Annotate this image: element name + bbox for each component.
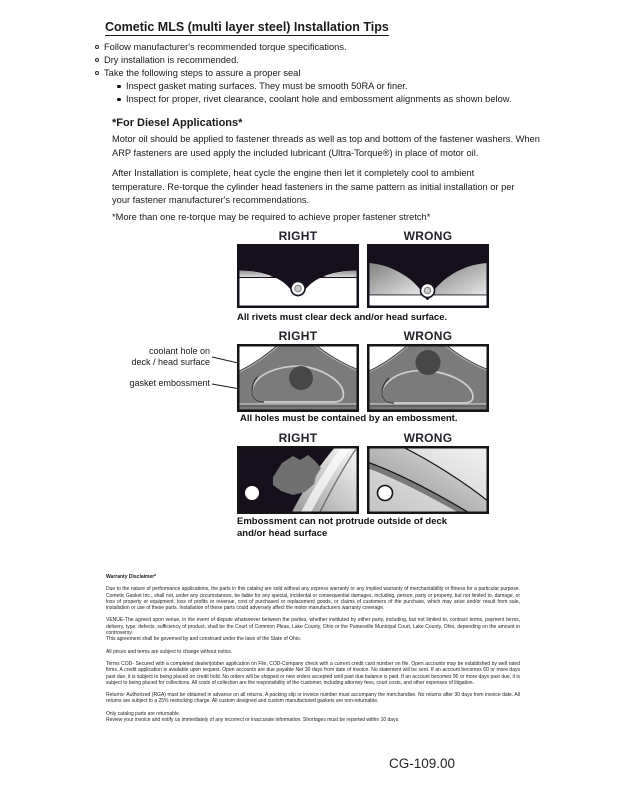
disclaimer-paragraph: Review your invoice and notify us immediately of any incorrect or inaccurate information. Shortages must be reported within 10 days.	[106, 717, 400, 724]
hole-outside-illustration	[367, 344, 489, 412]
list-item	[95, 93, 512, 106]
diagram1-wrong-panel	[367, 244, 489, 308]
list-item	[95, 67, 512, 80]
diagram2-wrong-label: WRONG	[403, 329, 453, 343]
tips-list	[95, 41, 512, 106]
disclaimer-paragraph: Only catalog parts are returnable.	[106, 710, 181, 717]
hole-contained-illustration	[237, 344, 359, 412]
annotation-text: gasket embossment	[129, 378, 210, 388]
caption-line: and/or head surface	[237, 528, 328, 539]
diagram1-right-panel	[237, 244, 359, 308]
coolant-hole-annotation	[93, 346, 210, 367]
disclaimer-paragraph: Terms COD- Secured with a completed dealer/jobber application on File, COD-Company check with a current credit card number on file. Open accounts may be established by well rated firms. A credit application is available upon request. Open accounts are due payable Net 30 days from date of invoice. No statement will be sent. If an account becomes 60 or more days past due, it is subject to being placed on credit hold. No orders will be shipped or new orders accepted until past due balance is paid. If an account becomes 90 or more days past due, it is subject to being placed for collections. All costs of collection are the responsibility of the customer, including attorney fees, court costs, and other expenses of litigation.	[106, 660, 520, 686]
open-bullet-icon	[95, 58, 99, 62]
rivet-clear-illustration	[237, 244, 359, 308]
list-item-text: Take the following steps to assure a proper seal	[104, 68, 301, 78]
filled-bullet-icon	[117, 98, 121, 102]
diagram2-right-panel	[237, 344, 359, 412]
list-item-text: Dry installation is recommended.	[104, 55, 239, 65]
diagram1-right-label: RIGHT	[278, 229, 318, 243]
diesel-applications-heading: *For Diesel Applications*	[112, 117, 243, 129]
list-item-text: Inspect gasket mating surfaces. They must be smooth 50RA or finer.	[126, 81, 408, 91]
diagram3-caption	[237, 516, 477, 540]
disclaimer-paragraph: This agreement shall be governed by and construed under the laws of the State of Ohio.	[106, 636, 302, 643]
disclaimer-paragraph: Returns- Authorized (RGA) must be obtained in advance on all returns. A packing slip or invoice number must accompany the merchandise. No returns after 30 days from invoice date. All returns are subject to a 25% restocking charge. All custom designed and custom manufactured gaskets are non-returnable.	[106, 692, 520, 705]
disclaimer-heading: Warranty Disclaimer*	[106, 574, 157, 580]
filled-bullet-icon	[117, 85, 121, 89]
disclaimer-paragraph: All prices and terms are subject to change without notice.	[106, 648, 233, 655]
diesel-paragraph-2: After Installation is complete, heat cycle the engine then let it completely cool to ambient temperature. Re-torque the cylinder head fasteners in the same pattern as initial installation or per your fastener manufacturer's recommendations.	[112, 168, 515, 205]
diagram3-right-panel	[237, 446, 359, 514]
list-item-text: Follow manufacturer's recommended torque specifications.	[104, 42, 347, 52]
list-item	[95, 80, 512, 93]
diesel-paragraph-1: Motor oil should be applied to fastener threads as well as top and bottom of the fastener washers. When ARP fasteners are used apply the included lubricant (Ultra-Torque®) in place of motor oil.	[112, 134, 540, 158]
diagram3-wrong-label: WRONG	[403, 431, 453, 445]
diagram2-wrong-panel	[367, 344, 489, 412]
warranty-disclaimer	[106, 574, 520, 729]
diagram1-wrong-label: WRONG	[403, 229, 453, 243]
page-title: Cometic MLS (multi layer steel) Installation Tips	[105, 20, 389, 34]
page-code: CG-109.00	[389, 756, 456, 771]
diagram2-caption: All holes must be contained by an embossment.	[240, 413, 458, 424]
annotation-text: coolant hole on	[148, 346, 210, 356]
diagram2-right-label: RIGHT	[278, 329, 318, 343]
gasket-embossment-annotation	[93, 378, 210, 389]
list-item-text: Inspect for proper, rivet clearance, coolant hole and embossment alignments as shown below.	[126, 94, 512, 104]
caption-line: Embossment can not protrude outside of deck	[237, 516, 448, 527]
list-item	[95, 41, 512, 54]
embossment-protruding-illustration	[367, 446, 489, 514]
diagram3-wrong-panel	[367, 446, 489, 514]
open-bullet-icon	[95, 45, 99, 49]
retorque-note: *More than one re-torque may be required to achieve proper fastener stretch*	[112, 212, 431, 222]
annotation-text: deck / head surface	[131, 356, 210, 367]
embossment-inside-illustration	[237, 446, 359, 514]
open-bullet-icon	[95, 71, 99, 75]
disclaimer-paragraph: Due to the nature of performance applications, the parts in this catalog are sold without any express warranty or any implied warranty of merchantability or fitness for a particular purpose. Cometic Gasket Inc., shall not, under any circumstances, be liable for any special, incidental or consequential damages, including, person, party or property, but not limited to, damage, or loss of property or equipment, loss of profits or revenue, cost of purchased or replacement goods, or claims of customers of the purchase, which may arise and/or result from sale, installation or use of these parts. Installation of these parts could adversely affect the motor manufacturers warranty coverage.	[106, 586, 520, 612]
rivet-interference-illustration	[367, 244, 489, 308]
diagram1-caption: All rivets must clear deck and/or head surface.	[237, 312, 448, 323]
diagram3-right-label: RIGHT	[278, 431, 318, 445]
disclaimer-paragraph: VENUE-The agreed upon venue, in the event of dispute whatsoever between the parties, whether instituted by either party, including, but not limited to, contract terms, payment terms, delivery, type, defects, sufficiency of product, shall be the Court of Common Pleas, Lake County, Ohio or the Painesville Municipal Court, Lake County, Ohio, depending on the amount in controversy.	[106, 617, 520, 637]
list-item	[95, 54, 512, 67]
